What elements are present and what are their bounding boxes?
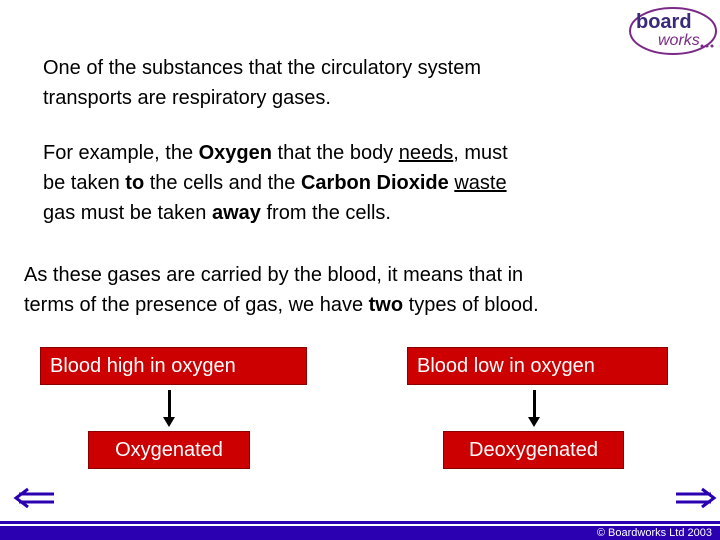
text: that the body xyxy=(271,142,399,164)
boardworks-logo xyxy=(628,6,718,56)
blood-high-oxygen-box: Blood high in oxygen xyxy=(40,347,307,385)
deoxygenated-box: Deoxygenated xyxy=(443,431,624,469)
carbon-dioxide-term: Carbon Dioxide xyxy=(300,172,449,194)
right-arrow-icon[interactable] xyxy=(674,486,718,510)
blood-low-oxygen-box: Blood low in oxygen xyxy=(407,347,668,385)
logo-word-board: board xyxy=(636,11,692,33)
text: gas must be taken xyxy=(43,202,212,224)
intro-line-2: transports are respiratory gases. xyxy=(43,87,331,109)
example-line-3 xyxy=(43,198,643,228)
text: the cells and the xyxy=(144,172,301,194)
intro-line-1: One of the substances that the circulatory system xyxy=(43,57,481,79)
text: terms of the presence of gas, we have xyxy=(24,294,369,316)
text: , must xyxy=(453,142,508,164)
down-arrow-icon xyxy=(528,390,540,428)
waste-term: waste xyxy=(454,172,507,194)
blood-line-2 xyxy=(24,290,674,320)
intro-paragraph xyxy=(43,53,643,113)
oxygen-term: Oxygen xyxy=(198,142,272,164)
text: types of blood. xyxy=(403,294,539,316)
text: from the cells. xyxy=(260,202,391,224)
text: be taken xyxy=(43,172,126,194)
to-term: to xyxy=(125,172,145,194)
example-paragraph xyxy=(43,138,643,228)
away-term: away xyxy=(211,202,261,224)
needs-term: needs xyxy=(398,142,454,164)
blood-types-paragraph xyxy=(24,260,674,320)
blood-line-1: As these gases are carried by the blood, it means that in xyxy=(24,264,524,286)
footer-line xyxy=(0,521,720,524)
down-arrow-icon xyxy=(163,390,175,428)
oxygenated-box: Oxygenated xyxy=(88,431,250,469)
text: For example, the xyxy=(43,142,199,164)
left-arrow-icon[interactable] xyxy=(12,486,56,510)
example-line-1 xyxy=(43,138,643,168)
two-term: two xyxy=(368,294,404,316)
copyright-text: © Boardworks Ltd 2003 xyxy=(596,527,712,539)
example-line-2 xyxy=(43,168,643,198)
logo-word-works: works xyxy=(658,32,700,49)
